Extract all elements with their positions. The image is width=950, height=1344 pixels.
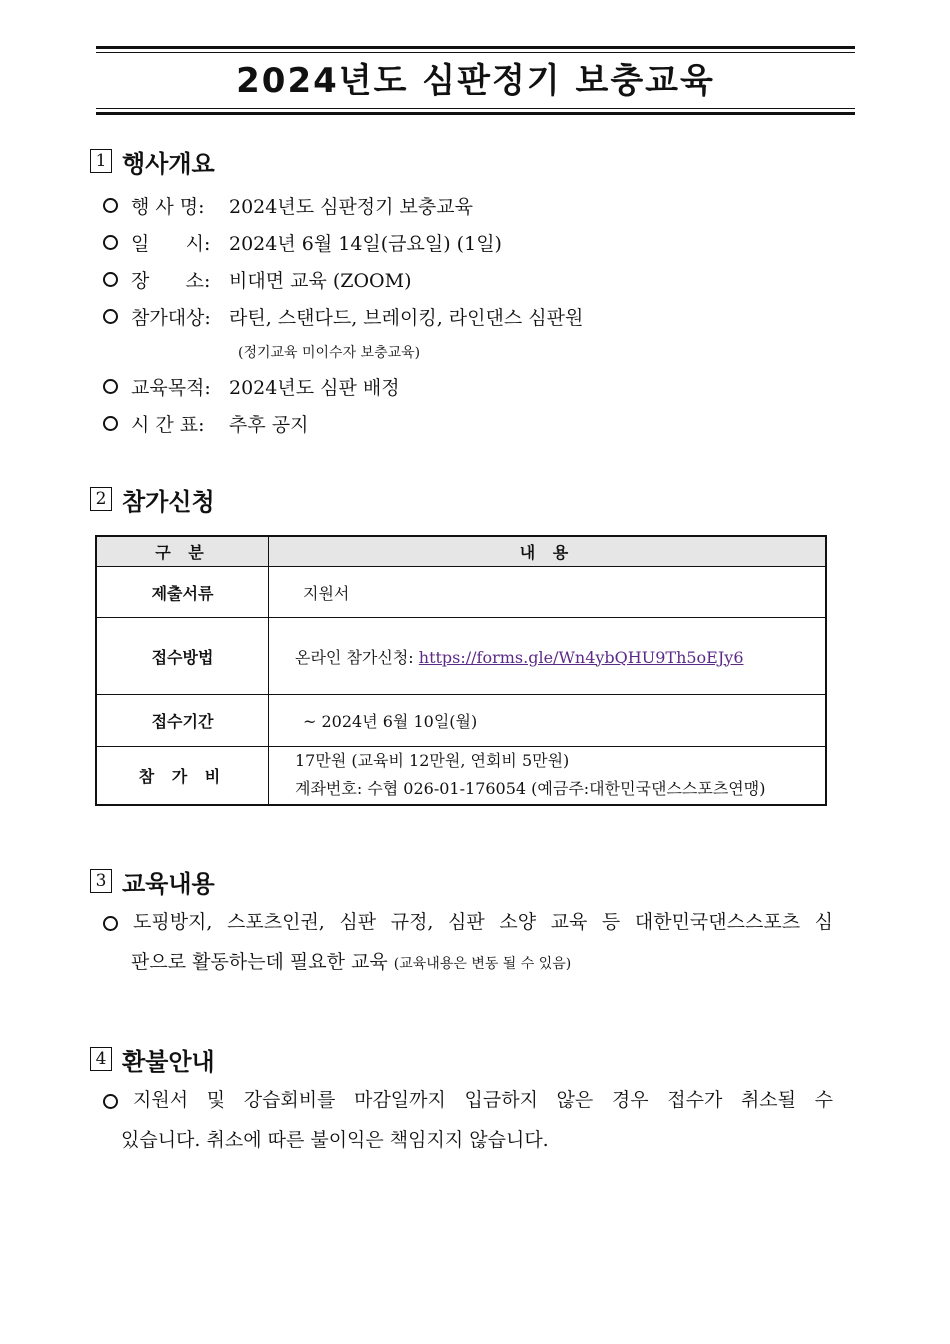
circle-bullet-icon (103, 309, 118, 324)
section-2-heading (90, 482, 215, 516)
title-rule-top (96, 46, 855, 49)
row-key: 참 가 비 (96, 747, 269, 805)
row-value: 지원서 (269, 567, 827, 618)
table-header-row (96, 536, 826, 567)
overview-event-row (103, 192, 473, 219)
refund-line-1: 지원서 및 강습회비를 마감일까지 입금하지 않은 경우 접수가 취소될 수 (133, 1089, 833, 1111)
page-title: 2024년도 심판정기 보충교육 (236, 61, 715, 101)
section-number-box: 1 (90, 149, 112, 173)
section-number-box: 2 (90, 487, 112, 511)
place-label: 장 소: (131, 270, 211, 292)
fee-line: 17만원 (교육비 12만원, 연회비 5만원) (295, 751, 570, 771)
circle-bullet-icon (103, 416, 118, 431)
section-3-heading (90, 864, 215, 898)
method-prefix: 온라인 참가신청: (295, 647, 419, 667)
row-key: 접수방법 (96, 618, 269, 695)
purpose-value: 2024년도 심판 배정 (229, 377, 400, 399)
account-line: 계좌번호: 수협 026-01-176054 (예금주:대한민국댄스스포츠연맹) (295, 779, 766, 799)
table-row (96, 618, 826, 695)
section-number-box: 4 (90, 1047, 112, 1071)
refund-line-2: 있습니다. 취소에 따른 불이익은 책임지지 않습니다. (121, 1129, 549, 1151)
section-1-heading (90, 144, 215, 178)
row-key: 접수기간 (96, 695, 269, 747)
circle-bullet-icon (103, 235, 118, 250)
schedule-label: 시 간 표: (131, 414, 205, 436)
section-number-box: 3 (90, 869, 112, 893)
table-row (96, 695, 826, 747)
circle-bullet-icon (103, 916, 118, 931)
overview-schedule-row (103, 410, 308, 437)
section-title: 행사개요 (122, 149, 215, 178)
title-rule-bottom-thin (96, 108, 855, 109)
circle-bullet-icon (103, 1094, 118, 1109)
circle-bullet-icon (103, 272, 118, 287)
target-value: 라틴, 스탠다드, 브레이킹, 라인댄스 심판원 (229, 307, 584, 329)
table-row (96, 567, 826, 618)
overview-purpose-row (103, 373, 400, 400)
education-line-2-text: 판으로 활동하는데 필요한 교육 (131, 951, 388, 973)
title-rule-bottom (96, 112, 855, 115)
place-value: 비대면 교육 (ZOOM) (229, 270, 412, 292)
refund-paragraph (103, 1080, 833, 1160)
row-value (269, 747, 827, 805)
title-rule-top-thin (96, 52, 855, 53)
section-title: 교육내용 (122, 869, 215, 898)
date-value: 2024년 6월 14일(금요일) (1일) (229, 233, 502, 255)
section-title: 참가신청 (122, 487, 215, 516)
target-note: (정기교육 미이수자 보충교육) (238, 345, 421, 361)
table-row (96, 747, 826, 805)
education-line-1: 도핑방지, 스포츠인권, 심판 규정, 심판 소양 교육 등 대한민국댄스스포츠 심 (133, 911, 833, 933)
education-note: (교육내용은 변동 될 수 있음) (393, 956, 572, 972)
purpose-label: 교육목적: (131, 377, 211, 399)
circle-bullet-icon (103, 379, 118, 394)
event-value: 2024년도 심판정기 보충교육 (229, 196, 473, 218)
overview-date-row (103, 229, 502, 256)
education-line-2 (103, 942, 833, 984)
section-title: 환불안내 (122, 1047, 215, 1076)
row-value (269, 618, 827, 695)
overview-place-row (103, 266, 411, 293)
header-category: 구 분 (96, 536, 269, 567)
target-label: 참가대상: (131, 307, 211, 329)
section-4-heading (90, 1042, 215, 1076)
circle-bullet-icon (103, 198, 118, 213)
application-form-link[interactable]: https://forms.gle/Wn4ybQHU9Th5oEJy6 (418, 647, 744, 667)
application-table (95, 535, 827, 806)
row-key: 제출서류 (96, 567, 269, 618)
schedule-value: 추후 공지 (229, 414, 309, 436)
overview-target-row (103, 303, 583, 330)
header-content: 내 용 (269, 536, 827, 567)
row-value: ~ 2024년 6월 10일(월) (269, 695, 827, 747)
date-label: 일 시: (131, 233, 211, 255)
education-paragraph (103, 902, 833, 984)
event-label: 행 사 명: (131, 196, 205, 218)
